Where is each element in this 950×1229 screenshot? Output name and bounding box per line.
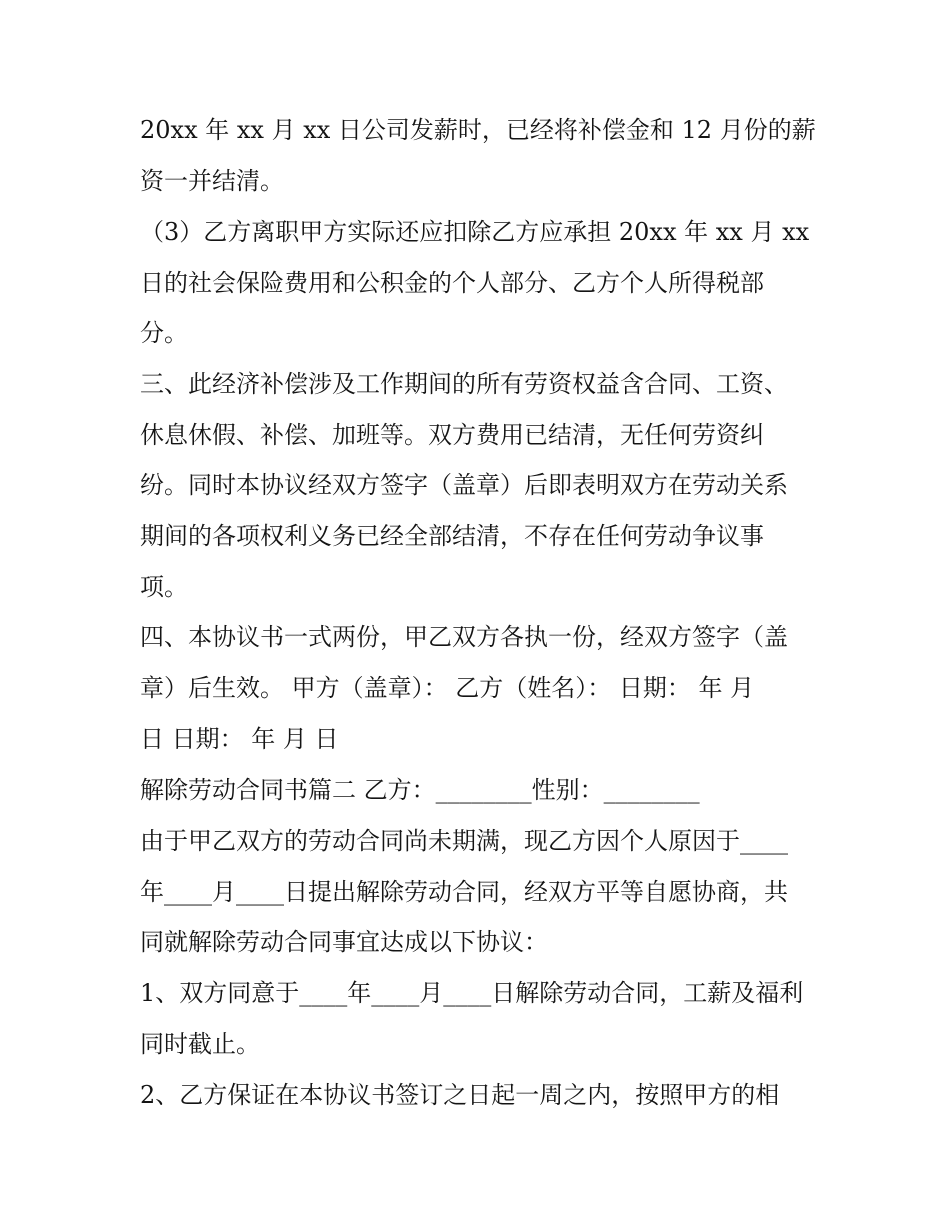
body-text-line: 休息休假、补偿、加班等。双方费用已结清，无任何劳资纠 <box>140 421 764 449</box>
body-text-line: 由于甲乙双方的劳动合同尚未期满，现乙方因个人原因于____ <box>140 827 788 855</box>
body-text-line: 1、双方同意于____年____月____日解除劳动合同，工薪及福利 <box>140 979 804 1007</box>
body-text-line: 三、此经济补偿涉及工作期间的所有劳资权益含合同、工资、 <box>140 370 788 398</box>
body-text-line: 2、乙方保证在本协议书签订之日起一周之内，按照甲方的相 <box>140 1081 780 1109</box>
body-text-line: 章）后生效。 甲方（盖章）： 乙方（姓名）： 日期： 年 月 <box>140 674 755 702</box>
body-text-line: 同时截止。 <box>140 1030 260 1058</box>
body-text-line: 期间的各项权利义务已经全部结清，不存在任何劳动争议事 <box>140 522 764 550</box>
body-text-line: 资一并结清。 <box>140 167 284 195</box>
body-text-line: 纷。同时本协议经双方签字（盖章）后即表明双方在劳动关系 <box>140 471 788 499</box>
body-text-line: 分。 <box>140 319 188 347</box>
section-heading-line: 解除劳动合同书篇二 乙方：________性别：________ <box>140 776 700 804</box>
body-text-line: 项。 <box>140 573 188 601</box>
body-text-line: 20xx 年 xx 月 xx 日公司发薪时，已经将补偿金和 12 月份的薪 <box>140 116 816 144</box>
body-text-line: 年____月____日提出解除劳动合同，经双方平等自愿协商，共 <box>140 878 788 906</box>
body-text-line: 日 日期： 年 月 日 <box>140 725 339 753</box>
body-text-line: 四、本协议书一式两份，甲乙双方各执一份，经双方签字（盖 <box>140 623 788 651</box>
body-text-line: 日的社会保险费用和公积金的个人部分、乙方个人所得税部 <box>140 269 764 297</box>
body-text-line: （3）乙方离职甲方实际还应扣除乙方应承担 20xx 年 xx 月 xx <box>140 218 810 246</box>
body-text-line: 同就解除劳动合同事宜达成以下协议： <box>140 928 548 956</box>
